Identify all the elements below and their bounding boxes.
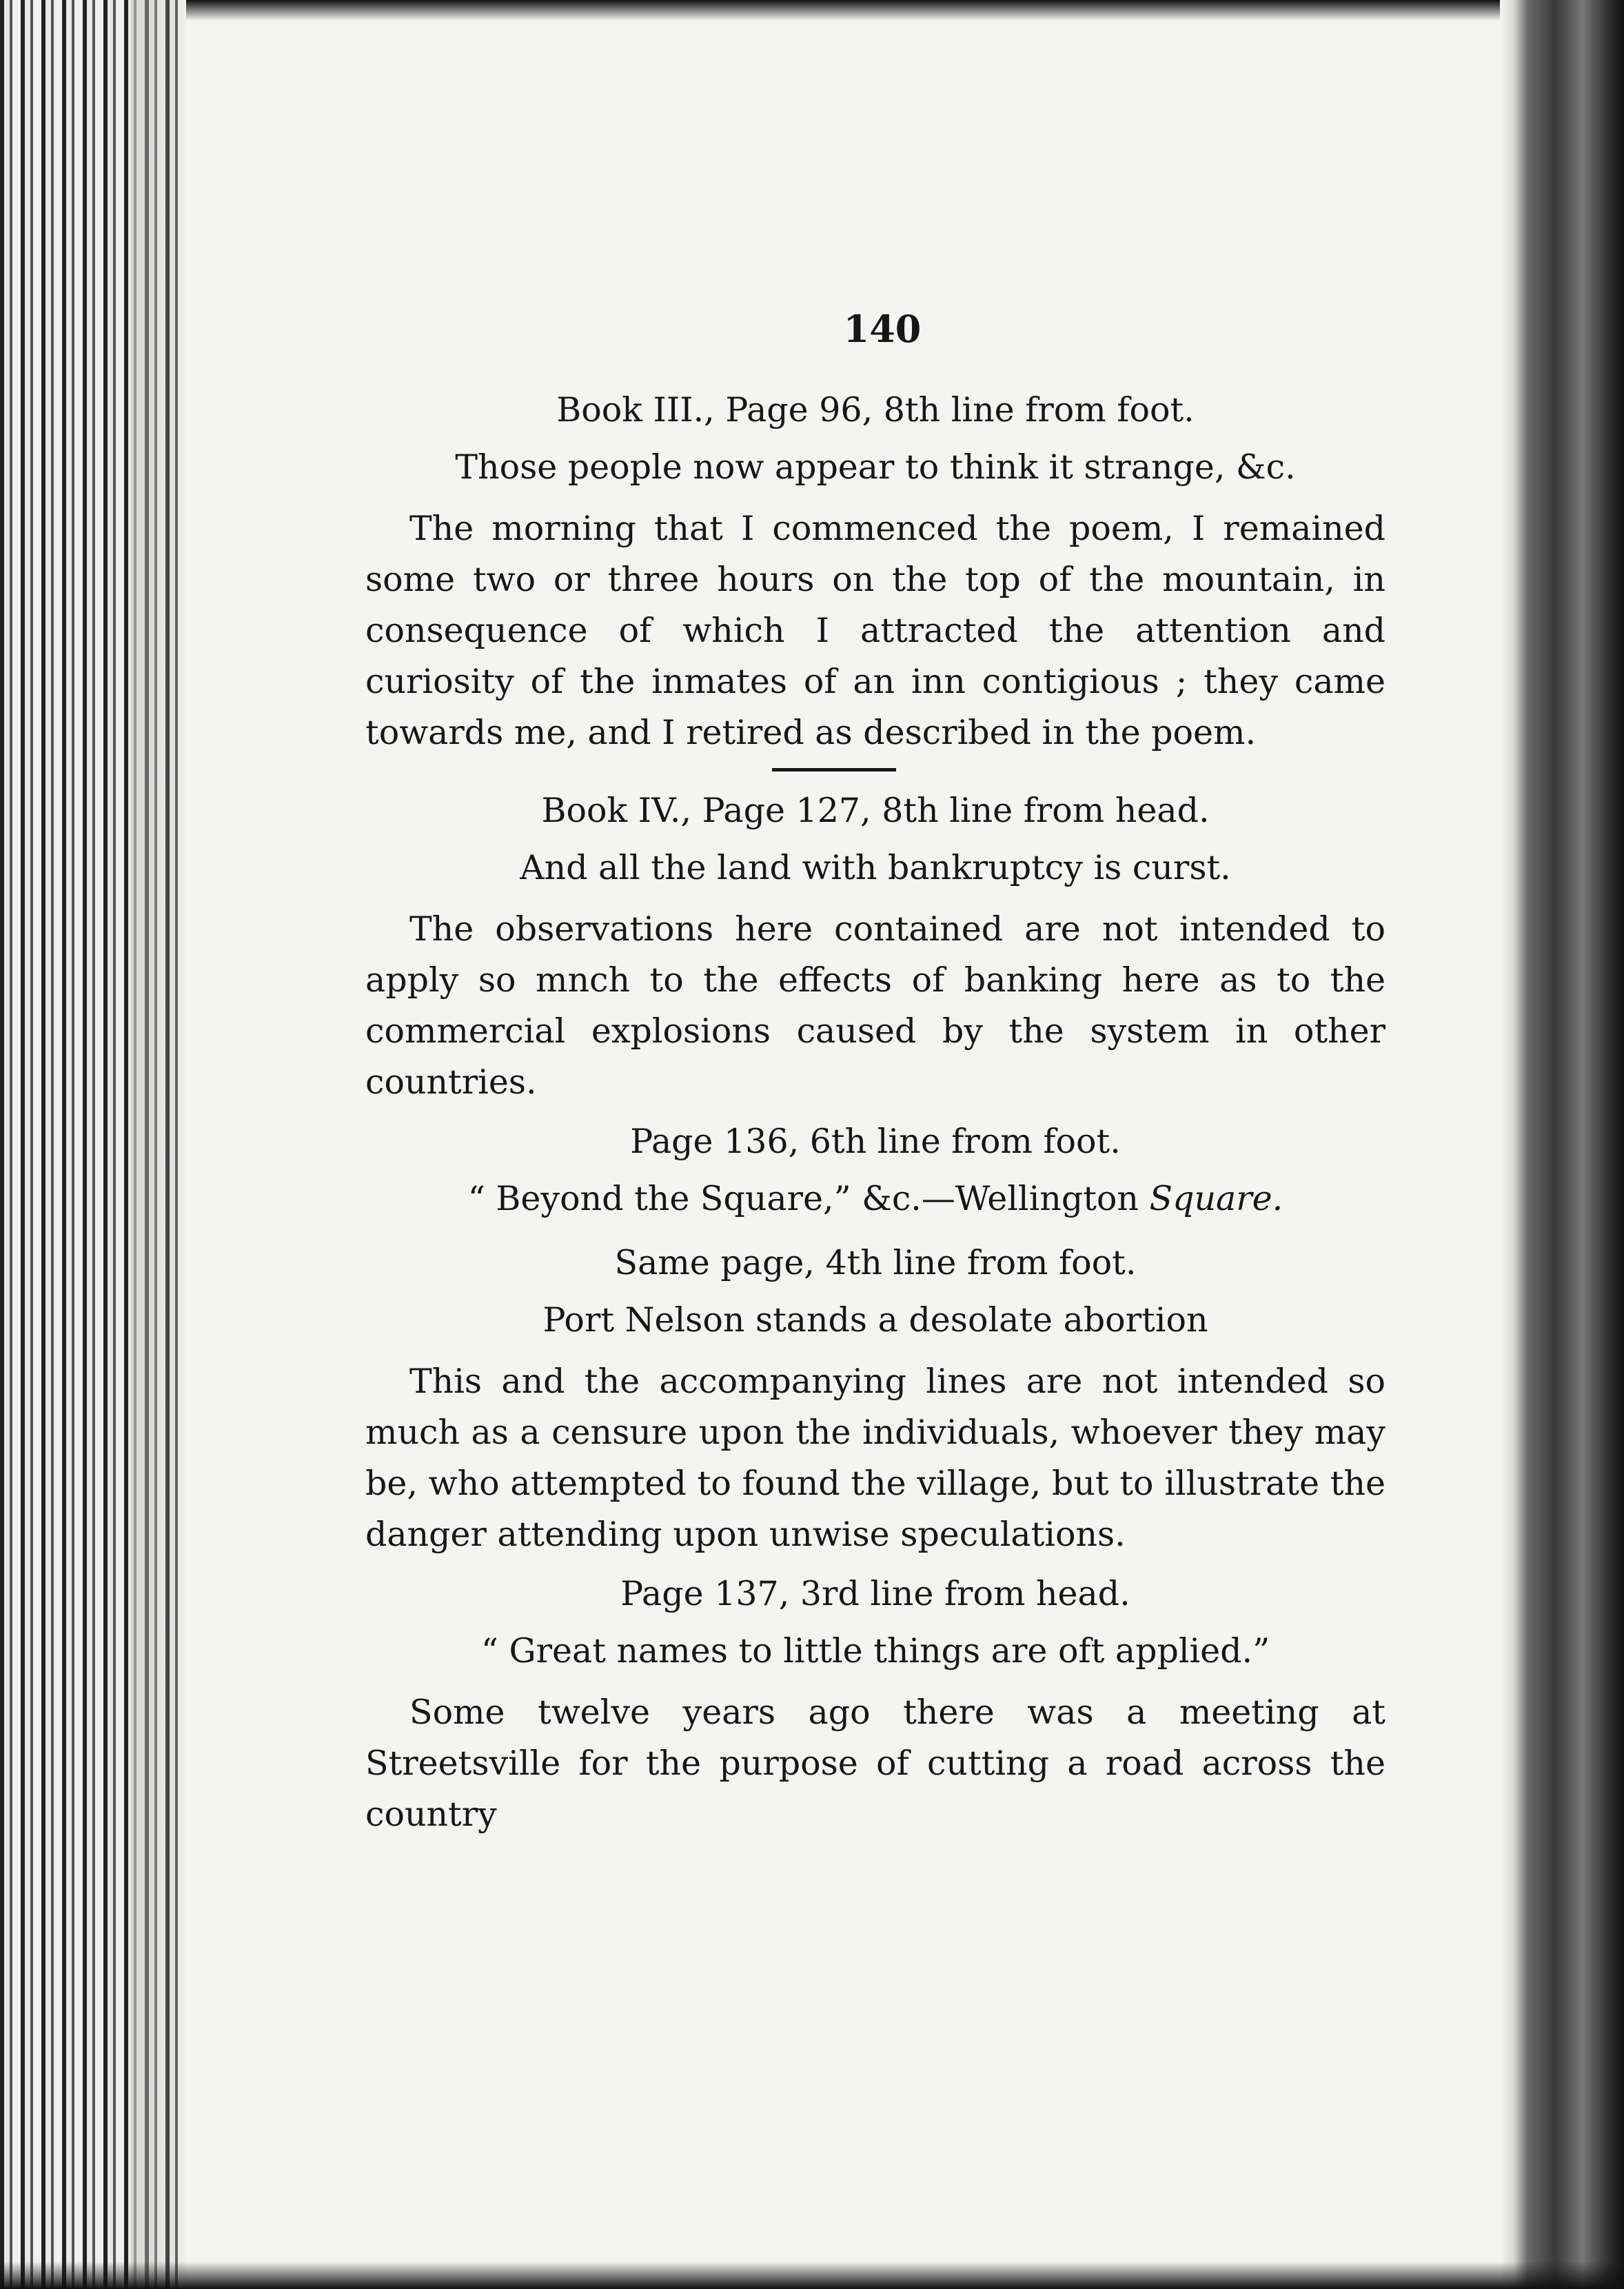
right-scan-edge (1500, 0, 1624, 2289)
note-same-page (365, 1235, 1386, 1560)
note-quote: Port Nelson stands a desolate abortion (542, 1300, 1208, 1340)
note-quote: Those people now appear to think it strange, &c. (455, 447, 1296, 487)
note-heading: Same page, 4th line from foot. (614, 1243, 1137, 1282)
section-divider (772, 768, 896, 772)
note-paragraph: Some twelve years ago there was a meeting at Streetsville for the purpose of cutting a road across the country (365, 1693, 1386, 1834)
top-scan-edge (0, 0, 1624, 21)
note-quote (365, 1170, 1386, 1228)
note-page-137 (365, 1566, 1386, 1840)
page-number: 140 (843, 307, 922, 351)
note-paragraph: The observations here contained are not intended to apply so mnch to the effects of banking here as to the commercial explosions caused by the system in other countries. (365, 909, 1386, 1102)
note-heading: Page 136, 6th line from foot. (630, 1122, 1121, 1161)
page-body (365, 303, 1386, 1846)
note-book-iv (365, 783, 1386, 1108)
note-heading: Book III., Page 96, 8th line from foot. (556, 390, 1195, 430)
note-page-136 (365, 1113, 1386, 1228)
quote-italic-text: Square. (1149, 1179, 1283, 1218)
note-paragraph: The morning that I commenced the poem, I remained some two or three hours on the top of the mountain, in consequence of which I attracted the attention and curiosity of the inmates of an inn contigious ; they came towards me, and I retired as described in the poem. (365, 509, 1386, 752)
bottom-scan-edge (0, 2261, 1624, 2289)
quote-text: “ Beyond the Square,” &c.—Wellington (467, 1179, 1150, 1218)
binding-shadow (131, 0, 186, 2289)
note-quote: And all the land with bankruptcy is curst. (520, 848, 1231, 887)
note-paragraph: This and the accompanying lines are not intended so much as a censure upon the individuals, whoever they may be, who attempted to found the village, but to illustrate the danger attending upon unwise speculations. (365, 1362, 1386, 1554)
note-heading: Page 137, 3rd line from head. (620, 1574, 1130, 1613)
note-book-iii (365, 382, 1386, 758)
note-quote: “ Great names to little things are oft applied.” (480, 1631, 1270, 1671)
note-heading: Book IV., Page 127, 8th line from head. (541, 791, 1210, 830)
